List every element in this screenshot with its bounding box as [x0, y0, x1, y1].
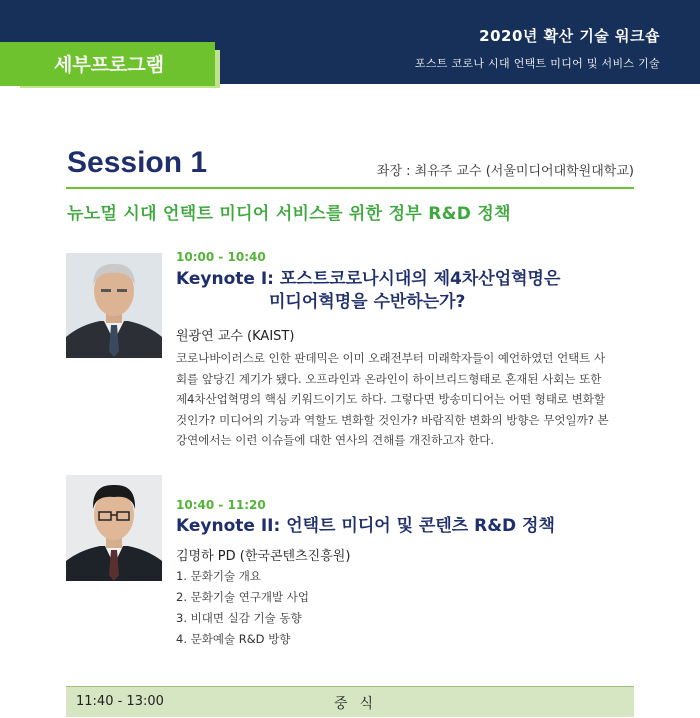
speaker-photo-2	[66, 475, 162, 581]
speaker-name-2: 김명하 PD (한국콘텐츠진흥원)	[176, 549, 351, 564]
talk-description-1	[176, 348, 640, 451]
talk-time-2: 10:40 - 11:20	[176, 498, 266, 512]
talk-time-1: 10:00 - 10:40	[176, 250, 266, 264]
description-line: 코로나바이러스로 인한 판데믹은 이미 오래전부터 미래학자들이 예언하였던 언택트 사	[176, 351, 606, 365]
session-title: Session 1	[67, 146, 208, 179]
description-line: 강연에서는 이런 이슈들에 대한 연사의 견해를 개진하고자 한다.	[176, 433, 495, 447]
agenda-list	[176, 566, 309, 650]
list-item: 3. 비대면 실감 기술 동향	[176, 611, 302, 625]
list-item: 4. 문화예술 R&D 방향	[176, 632, 291, 646]
description-line: 제4차산업혁명의 핵심 키워드이기도 하다. 그렇다면 방송미디어는 어떤 형태로 변화할	[176, 392, 606, 406]
keynote-title-2: Keynote II: 언택트 미디어 및 콘텐츠 R&D 정책	[176, 516, 555, 536]
speaker-name-1: 원광연 교수 (KAIST)	[176, 329, 295, 344]
keynote-title-1-line-1: Keynote I: 포스트코로나시대의 제4차산업혁명은	[176, 269, 561, 289]
session-theme: 뉴노멀 시대 언택트 미디어 서비스를 위한 정부 R&D 정책	[67, 204, 511, 224]
description-line: 것인가? 미디어의 기능과 역할도 변화할 것인가? 바람직한 변화의 방향은 무엇일까? 본	[176, 412, 609, 427]
divider	[66, 187, 634, 189]
speaker-photo-1	[66, 253, 162, 358]
lunch-break-bar	[66, 686, 634, 717]
list-item: 2. 문화기술 연구개발 사업	[176, 590, 310, 604]
keynote-title-1-line-2: 미디어혁명을 수반하는가?	[269, 292, 466, 312]
keynote-title-1	[176, 268, 560, 314]
workshop-title: 2020년 확산 기술 워크숍	[479, 27, 660, 45]
section-tab-label: 세부프로그램	[54, 54, 165, 76]
session-chair: 좌장 : 최유주 교수 (서울미디어대학원대학교)	[376, 164, 634, 179]
break-label: 중식	[334, 696, 386, 712]
break-time: 11:40 - 13:00	[76, 694, 164, 709]
workshop-subtitle: 포스트 코로나 시대 언택트 미디어 및 서비스 기술	[414, 57, 660, 70]
list-item: 1. 문화기술 개요	[176, 569, 261, 583]
description-line: 회를 앞당긴 계기가 됐다. 오프라인과 온라인이 하이브리드형태로 혼재된 사회는 또한	[176, 371, 602, 386]
